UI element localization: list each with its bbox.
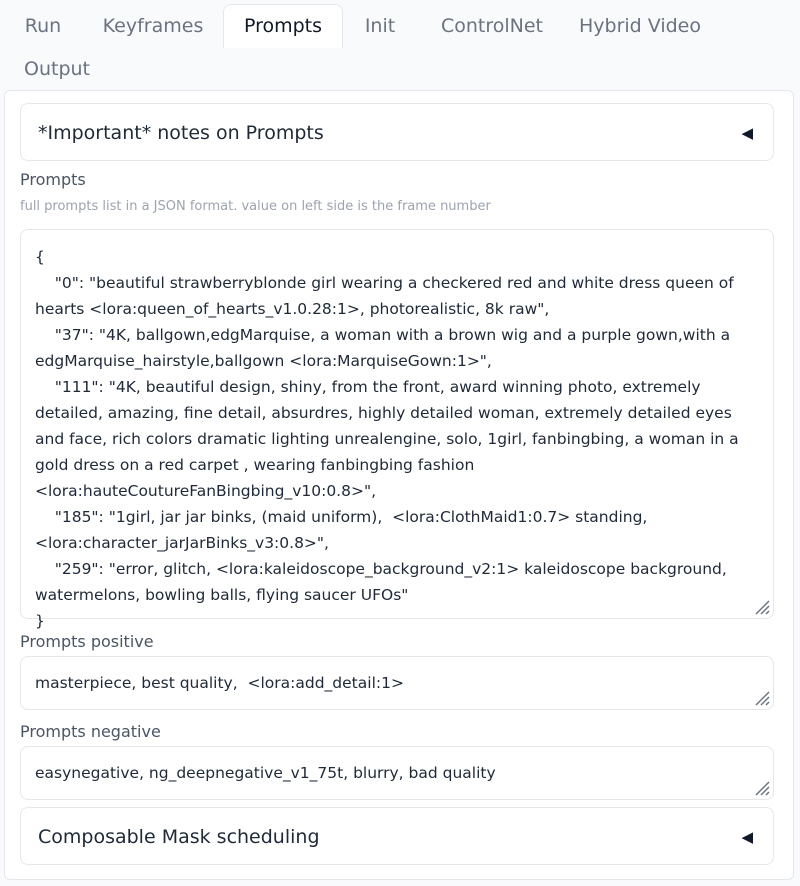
tab-run[interactable]: Run xyxy=(24,15,62,37)
prompts-positive-label: Prompts positive xyxy=(20,632,154,651)
resize-handle-icon[interactable] xyxy=(752,688,770,706)
accordion-title: Composable Mask scheduling xyxy=(38,826,320,848)
prompts-negative-textarea[interactable] xyxy=(20,746,774,800)
resize-handle-icon[interactable] xyxy=(752,778,770,796)
resize-handle-icon[interactable] xyxy=(752,597,770,615)
prompts-positive-value[interactable]: masterpiece, best quality, <lora:add_detail:1> xyxy=(35,674,404,692)
collapse-arrow-icon[interactable]: ◀ xyxy=(741,828,753,846)
tab-keyframes[interactable]: Keyframes xyxy=(102,15,204,37)
accordion-title: *Important* notes on Prompts xyxy=(38,122,324,144)
prompts-label: Prompts xyxy=(20,170,86,189)
tab-hybrid-video[interactable]: Hybrid Video xyxy=(578,15,701,37)
tab-bar xyxy=(0,0,800,90)
prompts-textarea-value[interactable]: { "0": "beautiful strawberryblonde girl wearing a checkered red and white dress queen of hearts <lora:queen_of_hearts_v1.0.28:1>, photorealistic, 8k raw", "37": "4K, ballgown,edgMarquise, a woman with a brown wig and a purple gown,with a edgMarquise_hairstyle,ballgown <lora:MarquiseGown:1>", "111": "4K, beautiful design, shiny, from the front, award winning photo, extremely detailed, amazing, fine detail, absurdres, highly detailed woman, extremely detailed eyes and face, rich colors dramatic lighting unrealengine, solo, 1girl, fanbingbing, a woman in a gold dress on a red carpet , wearing fanbingbing fashion <lora:hauteCoutureFanBingbing_v10:0.8>", "185": "1girl, jar jar binks, (maid uniform), <lora:ClothMaid1:0.7> standing, <lora:character_jarJarBinks_v3:0.8>", "259": "error, glitch, <lora:kaleidoscope_background_v2:1> kaleidoscope background, watermelons, bowling balls, flying saucer UFOs" } xyxy=(35,248,739,630)
prompts-info: full prompts list in a JSON format. value on left side is the frame number xyxy=(20,199,491,214)
prompts-negative-value[interactable]: easynegative, ng_deepnegative_v1_75t, blurry, bad quality xyxy=(35,764,496,782)
important-notes-accordion[interactable] xyxy=(20,103,774,161)
prompts-textarea[interactable] xyxy=(20,229,774,630)
tab-prompts[interactable]: Prompts xyxy=(223,4,343,48)
tab-output[interactable]: Output xyxy=(24,58,90,80)
tab-controlnet[interactable]: ControlNet xyxy=(440,15,544,37)
prompts-positive-textarea[interactable] xyxy=(20,656,774,710)
collapse-arrow-icon[interactable]: ◀ xyxy=(741,124,753,142)
prompts-negative-label: Prompts negative xyxy=(20,722,161,741)
composable-mask-accordion[interactable] xyxy=(20,807,774,865)
tab-init[interactable]: Init xyxy=(364,15,396,37)
